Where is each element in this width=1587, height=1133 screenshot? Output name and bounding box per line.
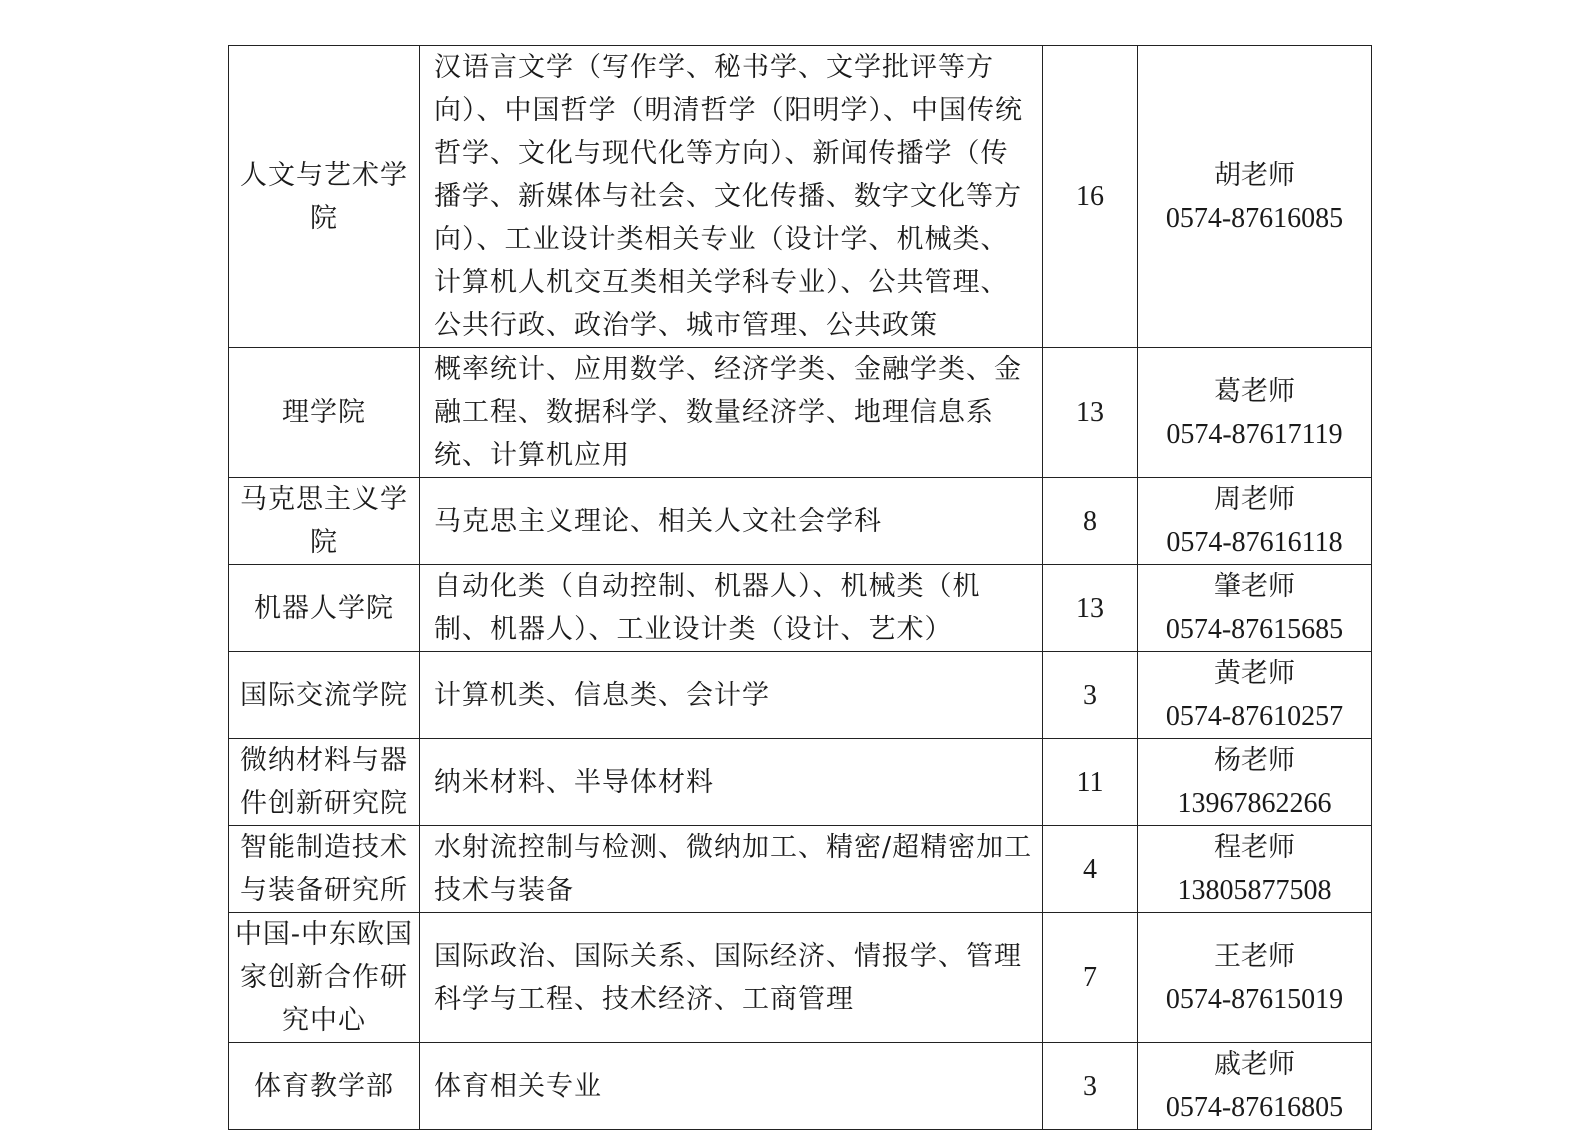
college-cell: 微纳材料与器件创新研究院 [229, 739, 420, 826]
table-row [229, 348, 1372, 478]
contact-name: 程老师 [1214, 832, 1295, 863]
college-cell: 体育教学部 [229, 1043, 420, 1130]
contact-phone: 0574-87616118 [1166, 527, 1343, 558]
table-row [229, 478, 1372, 565]
majors-cell: 国际政治、国际关系、国际经济、情报学、管理科学与工程、技术经济、工商管理 [420, 913, 1043, 1043]
majors-cell: 水射流控制与检测、微纳加工、精密/超精密加工技术与装备 [420, 826, 1043, 913]
college-cell: 中国-中东欧国家创新合作研究中心 [229, 913, 420, 1043]
contact-cell [1138, 348, 1372, 478]
contact-cell [1138, 739, 1372, 826]
contact-cell [1138, 826, 1372, 913]
college-cell: 马克思主义学院 [229, 478, 420, 565]
contact-cell [1138, 478, 1372, 565]
majors-cell: 概率统计、应用数学、经济学类、金融学类、金融工程、数据科学、数量经济学、地理信息系统、计算机应用 [420, 348, 1043, 478]
contact-phone: 13967862266 [1177, 788, 1332, 819]
table-row [229, 46, 1372, 348]
majors-cell: 自动化类（自动控制、机器人）、机械类（机制、机器人）、工业设计类（设计、艺术） [420, 565, 1043, 652]
contact-phone: 0574-87616805 [1165, 1092, 1344, 1123]
contact-name: 杨老师 [1214, 745, 1295, 776]
contact-phone: 0574-87616085 [1165, 202, 1344, 234]
contact-name: 王老师 [1214, 940, 1295, 972]
count-cell [1043, 826, 1138, 913]
contact-phone: 0574-87610257 [1165, 701, 1344, 732]
college-cell: 理学院 [229, 348, 420, 478]
count-value: 16 [1076, 181, 1104, 212]
contact-name: 胡老师 [1214, 159, 1295, 191]
count-cell [1043, 46, 1138, 348]
contact-phone: 0574-87615685 [1165, 614, 1344, 645]
majors-cell: 马克思主义理论、相关人文社会学科 [420, 478, 1043, 565]
majors-cell: 计算机类、信息类、会计学 [420, 652, 1043, 739]
count-value: 11 [1076, 766, 1104, 798]
contact-phone: 13805877508 [1177, 875, 1332, 906]
contact-name: 周老师 [1214, 484, 1295, 515]
count-cell [1043, 739, 1138, 826]
college-cell: 国际交流学院 [229, 652, 420, 739]
count-value: 3 [1083, 679, 1097, 711]
count-cell [1043, 348, 1138, 478]
table-row [229, 739, 1372, 826]
majors-cell: 体育相关专业 [420, 1043, 1043, 1130]
table-row [229, 1043, 1372, 1130]
contact-phone: 0574-87617119 [1166, 418, 1343, 450]
table-row [229, 826, 1372, 913]
contact-name: 黄老师 [1214, 658, 1295, 689]
table-row [229, 913, 1372, 1043]
recruitment-table [228, 45, 1372, 1130]
table-row [229, 565, 1372, 652]
count-value: 13 [1076, 592, 1104, 624]
table-row [229, 652, 1372, 739]
college-cell: 智能制造技术与装备研究所 [229, 826, 420, 913]
contact-name: 戚老师 [1214, 1049, 1295, 1080]
contact-cell [1138, 913, 1372, 1043]
contact-cell [1138, 1043, 1372, 1130]
count-cell [1043, 913, 1138, 1043]
count-cell [1043, 565, 1138, 652]
count-value: 13 [1076, 397, 1104, 428]
count-value: 4 [1083, 853, 1097, 885]
count-cell [1043, 1043, 1138, 1130]
contact-cell [1138, 652, 1372, 739]
majors-cell: 汉语言文学（写作学、秘书学、文学批评等方向）、中国哲学（明清哲学（阳明学）、中国传统哲学、文化与现代化等方向）、新闻传播学（传播学、新媒体与社会、文化传播、数字文化等方向）、工业设计类相关专业（设计学、机械类、计算机人机交互类相关学科专业）、公共管理、公共行政、政治学、城市管理、公共政策 [420, 46, 1043, 348]
college-cell: 机器人学院 [229, 565, 420, 652]
count-value: 7 [1083, 962, 1097, 993]
contact-cell [1138, 46, 1372, 348]
count-value: 8 [1083, 505, 1097, 537]
contact-phone: 0574-87615019 [1165, 983, 1344, 1015]
count-value: 3 [1083, 1070, 1097, 1102]
college-cell: 人文与艺术学院 [229, 46, 420, 348]
count-cell [1043, 652, 1138, 739]
majors-cell: 纳米材料、半导体材料 [420, 739, 1043, 826]
contact-name: 肇老师 [1214, 571, 1295, 602]
contact-cell [1138, 565, 1372, 652]
count-cell [1043, 478, 1138, 565]
contact-name: 葛老师 [1214, 375, 1295, 407]
